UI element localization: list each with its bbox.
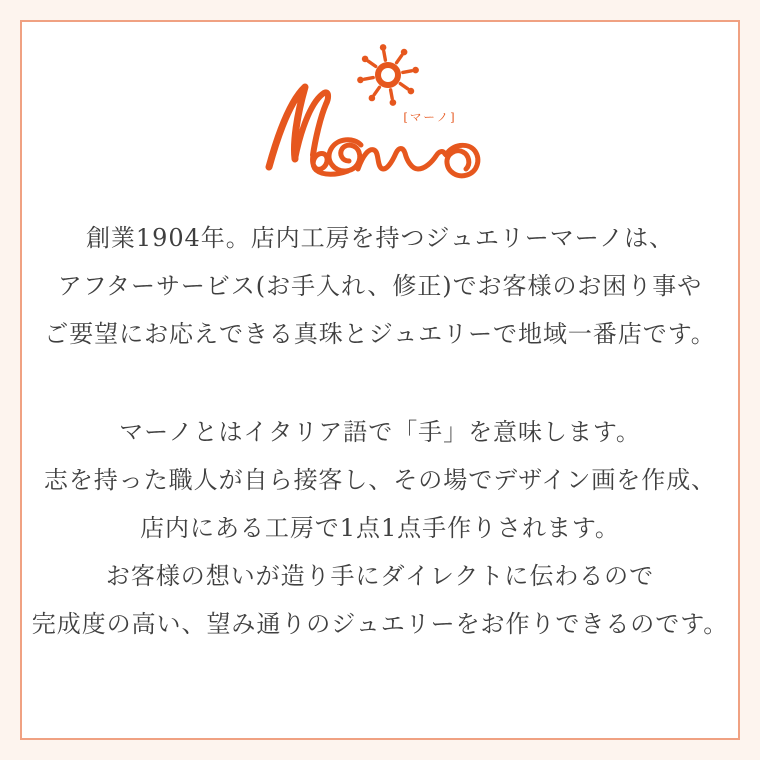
sun-icon [357, 44, 419, 106]
katakana-label: [マーノ] [403, 110, 457, 124]
intro-line-3: ご要望にお応えできる真珠とジュエリーで地域一番店です。 [44, 320, 716, 348]
about-line-5: 完成度の高い、望み通りのジュエリーをお作りできるのです。 [31, 610, 729, 638]
intro-line-2: アフターサービス(お手入れ、修正)でお客様のお困り事や [57, 272, 703, 300]
mano-logo [260, 42, 500, 182]
about-line-4: お客様の想いが造り手にダイレクトに伝わるので [105, 562, 655, 590]
content-panel [20, 20, 740, 740]
about-paragraph [22, 408, 738, 648]
about-line-1: マーノとはイタリア語で「手」を意味します。 [119, 418, 641, 446]
intro-paragraph [22, 214, 738, 358]
about-line-2: 志を持った職人が自ら接客し、その場でデザイン画を作成、 [43, 466, 717, 494]
about-line-3: 店内にある工房で1点1点手作りされます。 [140, 514, 620, 542]
brand-logo [22, 42, 738, 182]
intro-line-1: 創業1904年。店内工房を持つジュエリーマーノは、 [85, 224, 675, 252]
